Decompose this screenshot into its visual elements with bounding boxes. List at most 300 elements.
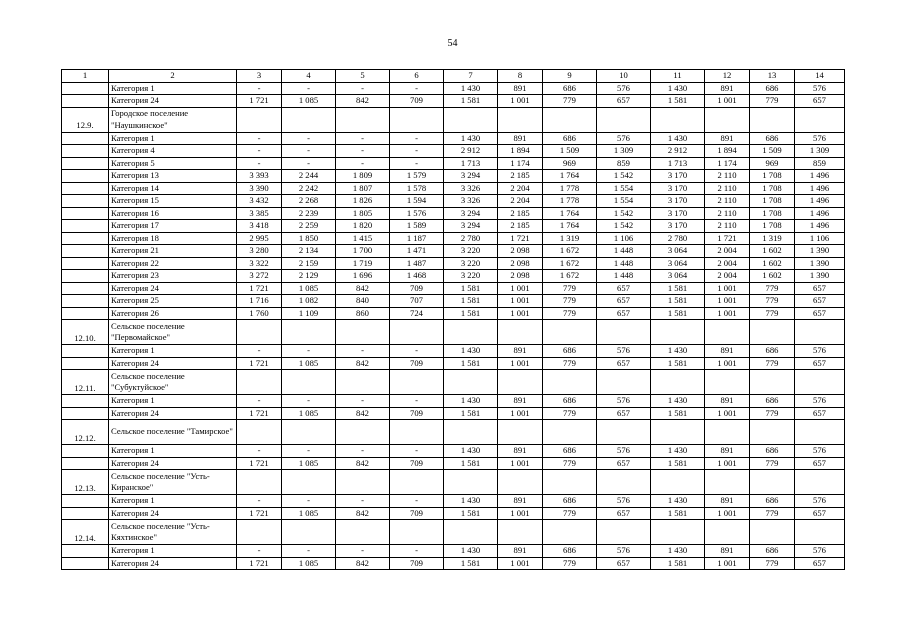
value-cell: 3 390 [237, 182, 282, 195]
empty-cell [795, 370, 845, 395]
value-cell: - [237, 132, 282, 145]
table-row [62, 357, 845, 370]
category-name: Категория 23 [109, 270, 237, 283]
value-cell: 1 542 [597, 170, 651, 183]
table-row [62, 195, 845, 208]
value-cell: 2 110 [705, 220, 750, 233]
value-cell: - [336, 145, 390, 158]
value-cell: 842 [336, 407, 390, 420]
category-name: Категория 24 [109, 507, 237, 520]
empty-cell [795, 520, 845, 545]
tariff-table [61, 69, 845, 570]
value-cell: 891 [498, 82, 543, 95]
empty-cell [444, 470, 498, 495]
value-cell: 1 894 [498, 145, 543, 158]
value-cell: 686 [543, 545, 597, 558]
value-cell: 657 [795, 407, 845, 420]
value-cell: 1 778 [543, 195, 597, 208]
empty-cell [750, 420, 795, 445]
value-cell: 1 430 [444, 132, 498, 145]
value-cell: 3 220 [444, 257, 498, 270]
row-number-cell [62, 282, 109, 295]
value-cell: 2 780 [651, 232, 705, 245]
value-cell: 1 085 [282, 407, 336, 420]
row-number-cell [62, 207, 109, 220]
empty-cell [282, 107, 336, 132]
value-cell: 1 001 [705, 557, 750, 570]
value-cell: 1 809 [336, 170, 390, 183]
section-name: Сельское поселение "Тамирское" [109, 420, 237, 445]
category-name: Категория 24 [109, 282, 237, 295]
empty-cell [390, 107, 444, 132]
value-cell: 1 700 [336, 245, 390, 258]
value-cell: 686 [750, 495, 795, 508]
value-cell: 3 170 [651, 182, 705, 195]
row-number-cell [62, 170, 109, 183]
category-name: Категория 1 [109, 132, 237, 145]
value-cell: 969 [750, 157, 795, 170]
empty-cell [795, 320, 845, 345]
value-cell: 891 [705, 545, 750, 558]
value-cell: 1 430 [651, 345, 705, 358]
category-name: Категория 24 [109, 557, 237, 570]
value-cell: - [237, 345, 282, 358]
value-cell: 1 430 [444, 445, 498, 458]
empty-cell [651, 470, 705, 495]
category-name: Категория 1 [109, 82, 237, 95]
value-cell: 3 322 [237, 257, 282, 270]
row-number-cell [62, 495, 109, 508]
empty-cell [336, 520, 390, 545]
value-cell: 1 001 [498, 457, 543, 470]
empty-cell [282, 370, 336, 395]
value-cell: 1 581 [444, 282, 498, 295]
value-cell: 969 [543, 157, 597, 170]
value-cell: 1 174 [498, 157, 543, 170]
empty-cell [498, 320, 543, 345]
empty-cell [237, 520, 282, 545]
value-cell: 1 001 [705, 307, 750, 320]
value-cell: 1 106 [795, 232, 845, 245]
value-cell: 891 [705, 345, 750, 358]
value-cell: 709 [390, 407, 444, 420]
value-cell: 779 [543, 295, 597, 308]
value-cell: 657 [597, 357, 651, 370]
empty-cell [237, 320, 282, 345]
value-cell: 1 594 [390, 195, 444, 208]
value-cell: - [237, 545, 282, 558]
value-cell: 1 430 [444, 495, 498, 508]
empty-cell [750, 320, 795, 345]
value-cell: - [336, 132, 390, 145]
empty-cell [444, 420, 498, 445]
value-cell: 779 [750, 557, 795, 570]
column-number-header: 3 [237, 70, 282, 83]
table-row [62, 345, 845, 358]
empty-cell [597, 320, 651, 345]
empty-cell [282, 420, 336, 445]
value-cell: 779 [543, 95, 597, 108]
value-cell: 657 [795, 282, 845, 295]
value-cell: 1 001 [705, 95, 750, 108]
value-cell: 1 581 [444, 457, 498, 470]
value-cell: 842 [336, 557, 390, 570]
value-cell: 2 134 [282, 245, 336, 258]
value-cell: - [282, 157, 336, 170]
value-cell: 1 430 [651, 132, 705, 145]
value-cell: 779 [750, 357, 795, 370]
value-cell: 1 448 [597, 257, 651, 270]
value-cell: - [282, 545, 336, 558]
section-header-row [62, 420, 845, 445]
value-cell: 2 098 [498, 270, 543, 283]
value-cell: - [390, 395, 444, 408]
value-cell: 657 [597, 557, 651, 570]
column-number-header: 4 [282, 70, 336, 83]
value-cell: 891 [705, 132, 750, 145]
column-number-header: 7 [444, 70, 498, 83]
value-cell: 1 764 [543, 220, 597, 233]
value-cell: 1 708 [750, 182, 795, 195]
table-row [62, 557, 845, 570]
value-cell: 1 581 [444, 295, 498, 308]
value-cell: 1 001 [498, 357, 543, 370]
value-cell: 779 [750, 457, 795, 470]
value-cell: 1 319 [543, 232, 597, 245]
empty-cell [705, 320, 750, 345]
value-cell: 3 170 [651, 220, 705, 233]
value-cell: 1 721 [237, 457, 282, 470]
section-number: 12.13. [62, 470, 109, 495]
row-number-cell [62, 395, 109, 408]
value-cell: 2 129 [282, 270, 336, 283]
value-cell: 1 082 [282, 295, 336, 308]
value-cell: 657 [597, 282, 651, 295]
value-cell: 891 [498, 395, 543, 408]
empty-cell [444, 107, 498, 132]
section-number: 12.12. [62, 420, 109, 445]
value-cell: 657 [795, 95, 845, 108]
value-cell: 779 [543, 507, 597, 520]
value-cell: 3 326 [444, 182, 498, 195]
value-cell: 1 085 [282, 95, 336, 108]
value-cell: 576 [597, 132, 651, 145]
section-name: Сельское поселение "Субуктуйское" [109, 370, 237, 395]
table-row [62, 257, 845, 270]
empty-cell [237, 420, 282, 445]
category-name: Категория 22 [109, 257, 237, 270]
value-cell: 1 001 [498, 307, 543, 320]
value-cell: 1 581 [444, 307, 498, 320]
row-number-cell [62, 507, 109, 520]
table-row [62, 82, 845, 95]
value-cell: - [237, 157, 282, 170]
value-cell: 2 004 [705, 257, 750, 270]
table-row [62, 457, 845, 470]
value-cell: 2 259 [282, 220, 336, 233]
value-cell: 1 390 [795, 245, 845, 258]
value-cell: 3 294 [444, 220, 498, 233]
value-cell: 1 602 [750, 270, 795, 283]
value-cell: 1 721 [498, 232, 543, 245]
table-row [62, 495, 845, 508]
category-name: Категория 16 [109, 207, 237, 220]
empty-cell [444, 370, 498, 395]
value-cell: 576 [795, 495, 845, 508]
empty-cell [651, 370, 705, 395]
value-cell: - [390, 145, 444, 158]
value-cell: 1 850 [282, 232, 336, 245]
value-cell: 3 385 [237, 207, 282, 220]
column-number-header: 2 [109, 70, 237, 83]
value-cell: 2 239 [282, 207, 336, 220]
value-cell: 1 826 [336, 195, 390, 208]
value-cell: 3 220 [444, 270, 498, 283]
column-number-header: 8 [498, 70, 543, 83]
row-number-cell [62, 270, 109, 283]
value-cell: 1 713 [651, 157, 705, 170]
value-cell: 657 [597, 507, 651, 520]
value-cell: - [282, 445, 336, 458]
empty-cell [651, 420, 705, 445]
value-cell: 779 [750, 507, 795, 520]
value-cell: 1 672 [543, 257, 597, 270]
value-cell: 1 589 [390, 220, 444, 233]
empty-cell [237, 470, 282, 495]
value-cell: 779 [543, 307, 597, 320]
value-cell: 1 713 [444, 157, 498, 170]
empty-cell [597, 370, 651, 395]
empty-cell [336, 420, 390, 445]
value-cell: 1 672 [543, 245, 597, 258]
empty-cell [282, 320, 336, 345]
value-cell: 1 721 [237, 95, 282, 108]
empty-cell [498, 107, 543, 132]
value-cell: 3 294 [444, 170, 498, 183]
value-cell: 686 [543, 345, 597, 358]
table-row [62, 295, 845, 308]
empty-cell [237, 107, 282, 132]
row-number-cell [62, 295, 109, 308]
value-cell: 576 [597, 445, 651, 458]
value-cell: - [390, 495, 444, 508]
category-name: Категория 14 [109, 182, 237, 195]
table-row [62, 395, 845, 408]
value-cell: 859 [795, 157, 845, 170]
empty-cell [705, 107, 750, 132]
column-number-header: 12 [705, 70, 750, 83]
value-cell: 1 509 [543, 145, 597, 158]
value-cell: 1 448 [597, 270, 651, 283]
empty-cell [444, 520, 498, 545]
value-cell: 657 [597, 295, 651, 308]
value-cell: 2 098 [498, 257, 543, 270]
value-cell: 2 204 [498, 182, 543, 195]
value-cell: 686 [543, 132, 597, 145]
empty-cell [543, 470, 597, 495]
value-cell: 2 268 [282, 195, 336, 208]
value-cell: 576 [597, 395, 651, 408]
value-cell: 1 085 [282, 507, 336, 520]
value-cell: 686 [543, 495, 597, 508]
value-cell: 3 170 [651, 195, 705, 208]
value-cell: 657 [795, 357, 845, 370]
row-number-cell [62, 95, 109, 108]
section-number: 12.9. [62, 107, 109, 132]
row-number-cell [62, 257, 109, 270]
empty-cell [750, 370, 795, 395]
row-number-cell [62, 557, 109, 570]
empty-cell [390, 470, 444, 495]
value-cell: 2 912 [651, 145, 705, 158]
table-row [62, 207, 845, 220]
value-cell: 709 [390, 457, 444, 470]
value-cell: 686 [750, 445, 795, 458]
value-cell: 779 [750, 282, 795, 295]
value-cell: 1 174 [705, 157, 750, 170]
value-cell: 1 085 [282, 357, 336, 370]
value-cell: 576 [795, 345, 845, 358]
value-cell: 3 064 [651, 245, 705, 258]
value-cell: 2 780 [444, 232, 498, 245]
empty-cell [795, 470, 845, 495]
value-cell: 1 309 [795, 145, 845, 158]
column-number-header: 14 [795, 70, 845, 83]
value-cell: 576 [597, 495, 651, 508]
category-name: Категория 24 [109, 357, 237, 370]
value-cell: - [336, 82, 390, 95]
category-name: Категория 24 [109, 457, 237, 470]
value-cell: 1 390 [795, 257, 845, 270]
value-cell: 657 [795, 457, 845, 470]
value-cell: - [282, 345, 336, 358]
value-cell: 686 [750, 395, 795, 408]
value-cell: 1 721 [237, 407, 282, 420]
empty-cell [336, 107, 390, 132]
value-cell: 576 [795, 82, 845, 95]
value-cell: 1 581 [651, 282, 705, 295]
empty-cell [237, 370, 282, 395]
section-number: 12.11. [62, 370, 109, 395]
value-cell: 686 [543, 445, 597, 458]
value-cell: 3 220 [444, 245, 498, 258]
category-name: Категория 4 [109, 145, 237, 158]
empty-cell [543, 420, 597, 445]
empty-cell [750, 520, 795, 545]
value-cell: 842 [336, 457, 390, 470]
value-cell: 686 [543, 82, 597, 95]
value-cell: 1 001 [705, 457, 750, 470]
value-cell: 1 085 [282, 457, 336, 470]
value-cell: 842 [336, 507, 390, 520]
value-cell: - [282, 145, 336, 158]
value-cell: 2 185 [498, 170, 543, 183]
section-name: Сельское поселение "Усть-Киранское" [109, 470, 237, 495]
value-cell: 891 [498, 132, 543, 145]
table-row [62, 132, 845, 145]
value-cell: 1 721 [705, 232, 750, 245]
value-cell: 891 [705, 395, 750, 408]
value-cell: 779 [543, 407, 597, 420]
value-cell: 779 [750, 407, 795, 420]
value-cell: 860 [336, 307, 390, 320]
value-cell: 3 170 [651, 207, 705, 220]
category-name: Категория 5 [109, 157, 237, 170]
value-cell: 1 581 [651, 557, 705, 570]
value-cell: 657 [597, 457, 651, 470]
value-cell: 779 [750, 307, 795, 320]
value-cell: 1 602 [750, 257, 795, 270]
value-cell: 3 393 [237, 170, 282, 183]
value-cell: 2 004 [705, 245, 750, 258]
value-cell: 709 [390, 357, 444, 370]
value-cell: 2 995 [237, 232, 282, 245]
value-cell: 3 272 [237, 270, 282, 283]
value-cell: 1 581 [651, 357, 705, 370]
value-cell: 1 721 [237, 557, 282, 570]
value-cell: - [237, 145, 282, 158]
value-cell: 1 085 [282, 557, 336, 570]
value-cell: 576 [597, 545, 651, 558]
empty-cell [336, 320, 390, 345]
section-name: Сельское поселение "Усть-Кяхтинское" [109, 520, 237, 545]
value-cell: 1 764 [543, 170, 597, 183]
section-name: Городское поселение "Наушкинское" [109, 107, 237, 132]
value-cell: 686 [750, 345, 795, 358]
value-cell: 657 [597, 95, 651, 108]
value-cell: 1 001 [705, 407, 750, 420]
empty-cell [597, 420, 651, 445]
category-name: Категория 18 [109, 232, 237, 245]
value-cell: - [237, 82, 282, 95]
table-row [62, 182, 845, 195]
value-cell: 686 [750, 132, 795, 145]
value-cell: 840 [336, 295, 390, 308]
table-row [62, 282, 845, 295]
value-cell: 3 064 [651, 257, 705, 270]
value-cell: 1 106 [597, 232, 651, 245]
value-cell: 1 581 [444, 507, 498, 520]
value-cell: 1 430 [444, 545, 498, 558]
table-row [62, 270, 845, 283]
value-cell: - [282, 495, 336, 508]
empty-cell [705, 420, 750, 445]
value-cell: 1 721 [237, 507, 282, 520]
empty-cell [282, 520, 336, 545]
value-cell: 1 721 [237, 282, 282, 295]
value-cell: 1 579 [390, 170, 444, 183]
value-cell: 1 554 [597, 182, 651, 195]
row-number-cell [62, 82, 109, 95]
value-cell: 657 [795, 307, 845, 320]
table-row [62, 170, 845, 183]
empty-cell [543, 107, 597, 132]
value-cell: 657 [795, 557, 845, 570]
value-cell: 891 [705, 495, 750, 508]
table-row [62, 95, 845, 108]
value-cell: 1 496 [795, 182, 845, 195]
value-cell: 1 509 [750, 145, 795, 158]
row-number-cell [62, 445, 109, 458]
value-cell: - [336, 545, 390, 558]
value-cell: 2 004 [705, 270, 750, 283]
empty-cell [498, 370, 543, 395]
value-cell: 1 581 [651, 95, 705, 108]
value-cell: 1 764 [543, 207, 597, 220]
table-row [62, 157, 845, 170]
row-number-cell [62, 245, 109, 258]
value-cell: 1 430 [651, 82, 705, 95]
